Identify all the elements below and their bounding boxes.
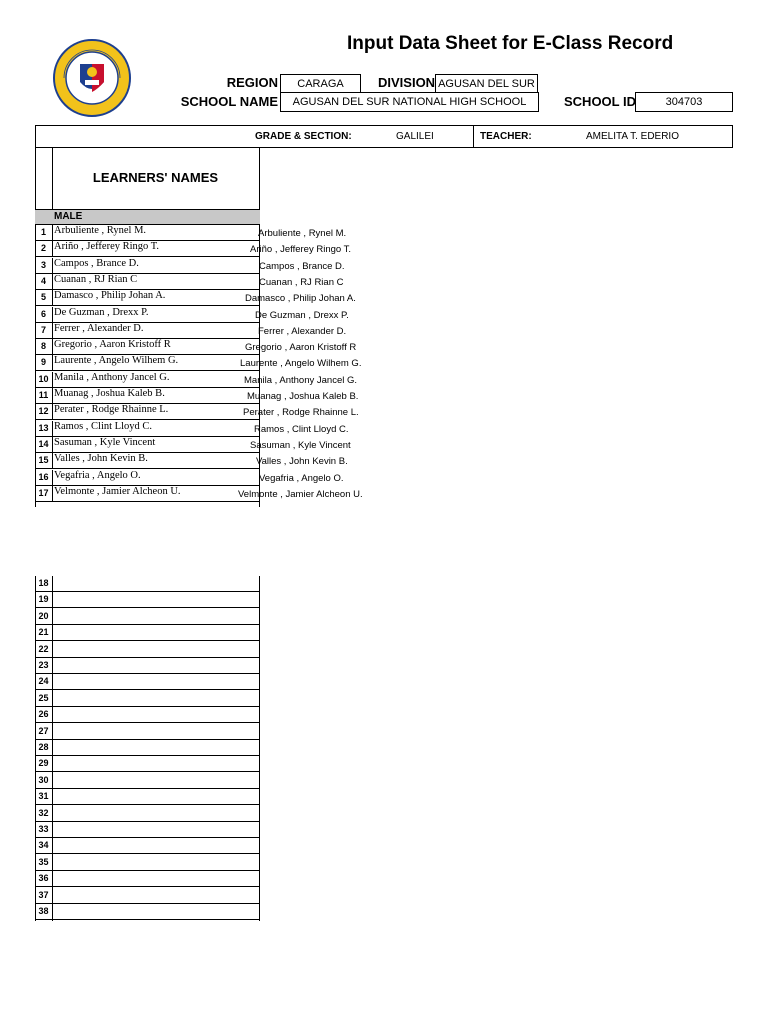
learner-name-cell[interactable]: Ramos , Clint Lloyd C. bbox=[54, 420, 153, 432]
learners-names-header: LEARNERS' NAMES bbox=[92, 170, 219, 185]
row-number: 3 bbox=[40, 259, 46, 270]
table-row[interactable] bbox=[35, 625, 260, 641]
row-number: 13 bbox=[38, 422, 49, 433]
cell-divider bbox=[52, 290, 53, 306]
page-title: Input Data Sheet for E-Class Record bbox=[347, 33, 674, 54]
learner-name-cell[interactable]: Sasuman , Kyle Vincent bbox=[54, 436, 156, 448]
table-row[interactable] bbox=[35, 355, 260, 371]
learner-name-echo: Campos , Brance D. bbox=[259, 260, 345, 272]
table-row[interactable] bbox=[35, 339, 260, 355]
school-name-field[interactable]: AGUSAN DEL SUR NATIONAL HIGH SCHOOL bbox=[280, 92, 539, 112]
learner-name-echo: Manila , Anthony Jancel G. bbox=[244, 374, 358, 386]
cell-divider bbox=[52, 372, 53, 388]
cell-divider bbox=[52, 486, 53, 502]
row-number: 4 bbox=[40, 275, 46, 286]
cell-divider bbox=[52, 404, 53, 420]
table-row[interactable] bbox=[35, 421, 260, 437]
row-number: 28 bbox=[38, 742, 49, 752]
row-number: 16 bbox=[38, 471, 49, 482]
cell-divider bbox=[52, 241, 53, 257]
teacher-label: TEACHER: bbox=[480, 131, 532, 142]
row-number: 12 bbox=[38, 406, 49, 417]
cell-divider bbox=[52, 355, 53, 371]
learner-name-echo: Ramos , Clint Lloyd C. bbox=[254, 423, 349, 435]
row-number: 37 bbox=[38, 889, 49, 900]
deped-seal-logo bbox=[52, 38, 132, 118]
table-row[interactable] bbox=[35, 404, 260, 420]
male-group-header bbox=[35, 209, 260, 225]
cell-divider bbox=[52, 437, 53, 453]
row-number: 22 bbox=[38, 643, 49, 654]
table-row[interactable] bbox=[35, 740, 260, 756]
learner-name-cell[interactable]: Cuanan , RJ Rian C bbox=[54, 273, 138, 285]
learner-name-echo: Perater , Rodge Rhainne L. bbox=[243, 407, 359, 419]
region-label: REGION bbox=[226, 75, 278, 90]
row-number: 2 bbox=[40, 243, 46, 254]
table-row[interactable] bbox=[35, 470, 260, 486]
learner-name-echo: Sasuman , Kyle Vincent bbox=[250, 439, 351, 451]
table-row[interactable] bbox=[35, 756, 260, 772]
row-number: 19 bbox=[38, 594, 49, 605]
row-number: 1 bbox=[40, 227, 46, 237]
learner-name-echo: Ariño , Jefferey Ringo T. bbox=[250, 244, 352, 256]
row-number: 33 bbox=[38, 824, 49, 834]
grade-section-value[interactable]: GALILEI bbox=[396, 131, 434, 142]
cell-divider bbox=[52, 470, 53, 486]
division-label: DIVISION bbox=[378, 75, 436, 90]
row-number: 23 bbox=[38, 660, 49, 670]
cell-divider bbox=[52, 453, 53, 469]
learner-name-echo: Cuanan , RJ Rian C bbox=[259, 276, 344, 288]
row-number: 9 bbox=[40, 357, 46, 368]
table-row[interactable] bbox=[35, 592, 260, 608]
learner-name-echo: Ferrer , Alexander D. bbox=[258, 325, 347, 337]
row-number: 15 bbox=[38, 455, 49, 466]
table-row[interactable] bbox=[35, 707, 260, 723]
learner-name-cell[interactable]: Damasco , Philip Johan A. bbox=[54, 290, 166, 302]
row-number: 27 bbox=[38, 725, 49, 736]
school-id-label: SCHOOL ID bbox=[564, 94, 636, 109]
learner-name-echo: Damasco , Philip Johan A. bbox=[245, 293, 356, 305]
row-number: 32 bbox=[38, 807, 49, 818]
table-row[interactable] bbox=[35, 258, 260, 274]
learner-name-cell[interactable]: Velmonte , Jamier Alcheon U. bbox=[54, 485, 181, 497]
learner-name-cell[interactable]: Manila , Anthony Jancel G. bbox=[54, 371, 170, 383]
row-number: 21 bbox=[38, 627, 49, 638]
cell-divider bbox=[52, 388, 53, 404]
learner-name-cell[interactable]: Perater , Rodge Rhainne L. bbox=[54, 404, 169, 416]
row-number: 36 bbox=[38, 873, 49, 884]
row-number: 25 bbox=[38, 692, 49, 703]
table-row[interactable] bbox=[35, 806, 260, 822]
school-name-label: SCHOOL NAME bbox=[180, 94, 278, 109]
row-number: 6 bbox=[40, 308, 46, 319]
learner-name-cell[interactable]: Valles , John Kevin B. bbox=[54, 453, 148, 465]
teacher-value[interactable]: AMELITA T. EDERIO bbox=[586, 131, 679, 142]
learner-name-echo: Vegafria , Angelo O. bbox=[259, 472, 344, 484]
region-field[interactable]: CARAGA bbox=[280, 74, 361, 93]
row-number: 17 bbox=[38, 487, 49, 498]
learner-name-cell[interactable]: Laurente , Angelo Wilhem G. bbox=[54, 355, 179, 367]
row-number: 29 bbox=[38, 758, 49, 769]
row-number: 18 bbox=[38, 578, 49, 588]
cell-divider bbox=[52, 274, 53, 290]
cell-divider bbox=[52, 421, 53, 437]
column-divider bbox=[473, 125, 474, 148]
table-row[interactable] bbox=[35, 789, 260, 805]
learner-name-echo: Arbuliente , Rynel M. bbox=[258, 228, 347, 239]
learner-name-cell[interactable]: Vegafria , Angelo O. bbox=[54, 469, 141, 481]
learner-name-echo: Velmonte , Jamier Alcheon U. bbox=[238, 488, 363, 500]
table-row[interactable] bbox=[35, 290, 260, 306]
cell-divider bbox=[52, 258, 53, 274]
table-row[interactable] bbox=[35, 486, 260, 502]
table-row[interactable] bbox=[35, 323, 260, 339]
row-number: 38 bbox=[38, 906, 49, 916]
table-row[interactable] bbox=[35, 724, 260, 740]
table-row[interactable] bbox=[35, 372, 260, 388]
learner-name-cell[interactable]: Gregorio , Aaron Kristoff R bbox=[54, 339, 171, 351]
cell-divider bbox=[52, 225, 53, 241]
table-row[interactable] bbox=[35, 674, 260, 690]
table-row[interactable] bbox=[35, 642, 260, 658]
table-row[interactable] bbox=[35, 838, 260, 854]
row-number: 8 bbox=[40, 341, 46, 352]
learner-name-cell[interactable]: Ferrer , Alexander D. bbox=[54, 322, 144, 334]
table-row[interactable] bbox=[35, 576, 260, 592]
cell-divider bbox=[52, 323, 53, 339]
learner-name-echo: Laurente , Angelo Wilhem G. bbox=[240, 358, 362, 370]
row-number: 35 bbox=[38, 856, 49, 867]
learner-name-echo: Muanag , Joshua Kaleb B. bbox=[247, 391, 359, 402]
table-row[interactable] bbox=[35, 658, 260, 674]
table-row[interactable] bbox=[35, 388, 260, 404]
table-row[interactable] bbox=[35, 773, 260, 789]
table-row[interactable] bbox=[35, 888, 260, 904]
table-row[interactable] bbox=[35, 437, 260, 453]
division-field[interactable]: AGUSAN DEL SUR bbox=[435, 74, 538, 93]
table-row[interactable] bbox=[35, 241, 260, 257]
row-number: 5 bbox=[40, 292, 46, 303]
cell-divider bbox=[52, 307, 53, 323]
row-number: 31 bbox=[38, 791, 49, 802]
table-row[interactable] bbox=[35, 609, 260, 625]
row-number: 20 bbox=[38, 610, 49, 621]
learner-name-echo: Gregorio , Aaron Kristoff R bbox=[245, 342, 357, 354]
table-row[interactable] bbox=[35, 225, 260, 241]
row-number: 34 bbox=[38, 840, 49, 851]
row-number: 24 bbox=[38, 676, 49, 687]
cell-divider bbox=[52, 339, 53, 355]
row-number: 10 bbox=[38, 373, 49, 384]
school-id-field[interactable]: 304703 bbox=[635, 92, 733, 112]
learner-name-echo: Valles , John Kevin B. bbox=[256, 456, 348, 468]
learner-name-echo: De Guzman , Drexx P. bbox=[255, 309, 349, 321]
male-group-label: MALE bbox=[54, 211, 83, 222]
table-row[interactable] bbox=[35, 691, 260, 707]
learner-name-cell[interactable]: Ariño , Jefferey Ringo T. bbox=[54, 241, 159, 253]
grade-section-label: GRADE & SECTION: bbox=[255, 131, 352, 142]
row-number: 30 bbox=[38, 774, 49, 785]
table-row[interactable] bbox=[35, 822, 260, 838]
row-number: 7 bbox=[40, 324, 46, 335]
learner-name-cell[interactable]: De Guzman , Drexx P. bbox=[54, 306, 149, 318]
row-number: 14 bbox=[38, 438, 49, 449]
learner-name-cell[interactable]: Campos , Brance D. bbox=[54, 257, 139, 269]
table-row[interactable] bbox=[35, 453, 260, 469]
table-row[interactable] bbox=[35, 871, 260, 887]
row-number: 11 bbox=[38, 390, 49, 400]
learner-name-cell[interactable]: Arbuliente , Rynel M. bbox=[54, 225, 147, 236]
table-row[interactable] bbox=[35, 904, 260, 920]
table-row[interactable] bbox=[35, 274, 260, 290]
learner-name-cell[interactable]: Muanag , Joshua Kaleb B. bbox=[54, 388, 165, 399]
table-row[interactable] bbox=[35, 855, 260, 871]
table-row[interactable] bbox=[35, 307, 260, 323]
row-number: 26 bbox=[38, 709, 49, 720]
